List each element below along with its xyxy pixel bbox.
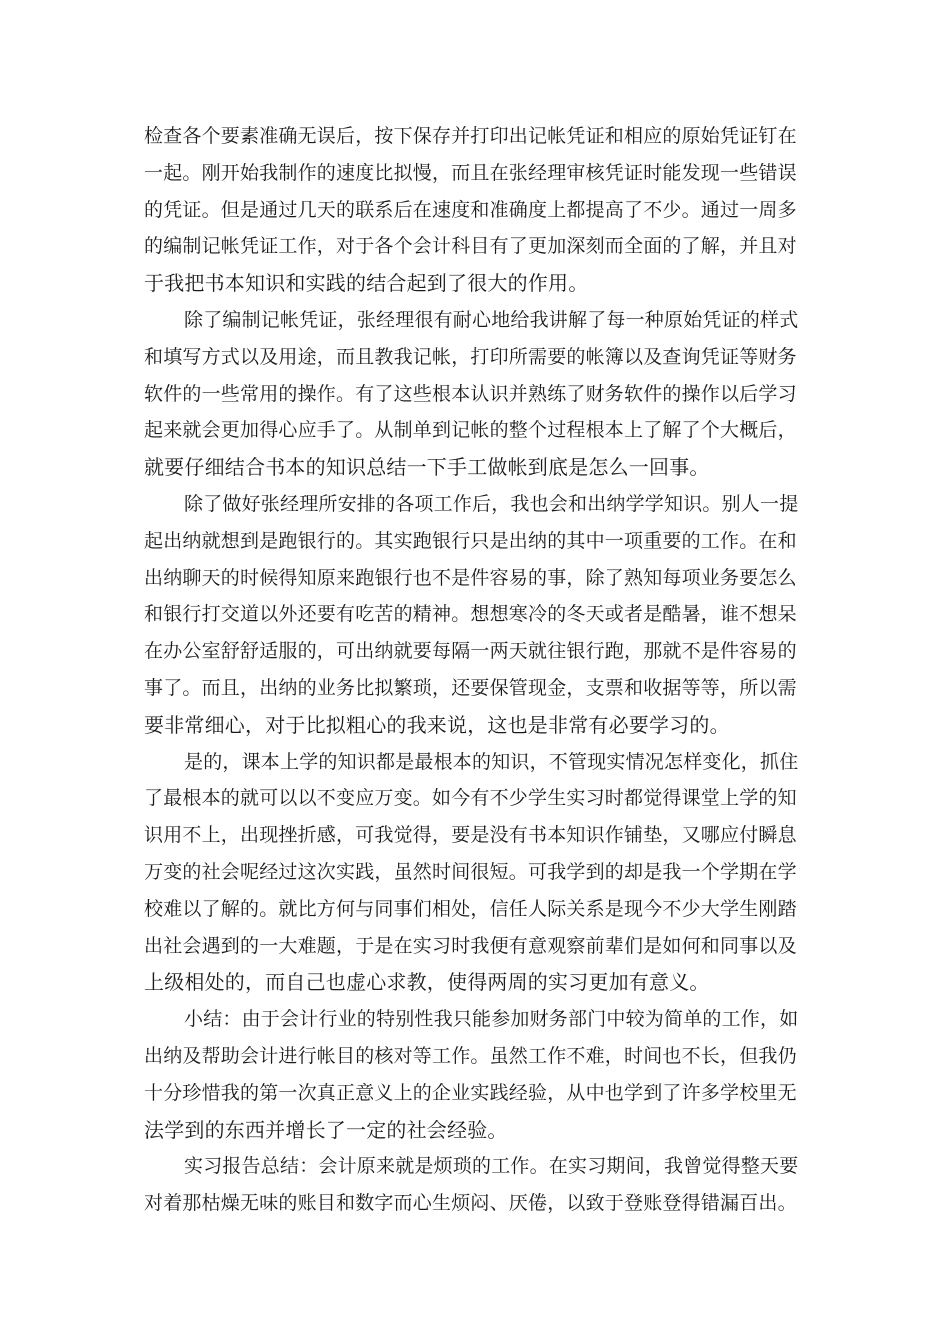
text-line: 出纳聊天的时候得知原来跑银行也不是件容易的事，除了熟知每项业务要怎么: [144, 566, 797, 589]
text-line: 实习报告总结：会计原来就是烦琐的工作。在实习期间，我曾觉得整天要: [184, 1155, 799, 1178]
text-line: 就要仔细结合书本的知识总结一下手工做帐到底是怎么一回事。: [144, 455, 710, 480]
text-line: 检查各个要素准确无误后，按下保存并打印出记帐凭证和相应的原始凭证钉在: [144, 125, 797, 147]
paragraph-2: [144, 302, 808, 486]
text-line: 小结：由于会计行业的特别性我只能参加财务部门中较为简单的工作，如: [184, 1008, 799, 1031]
text-line: 除了做好张经理所安排的各项工作后，我也会和出纳学学知识。别人一提: [184, 492, 799, 515]
text-line: 上级相处的，而自己也虚心求教，使得两周的实习更加有意义。: [144, 970, 710, 995]
text-line: 出社会遇到的一大难题，于是在实习时我便有意观察前辈们是如何和同事以及: [144, 934, 797, 957]
text-line: 和银行打交道以外还要有吃苦的精神。想想寒冷的冬天或者是酷暑，谁不想呆: [144, 603, 797, 626]
text-line: 是的，课本上学的知识都是最根本的知识，不管现实情况怎样变化，抓住: [184, 750, 799, 773]
text-line: 万变的社会呢经过这次实践，虽然时间很短。可我学到的却是我一个学期在学: [144, 860, 797, 883]
paragraph-1: [144, 118, 808, 302]
text-line: 出纳及帮助会计进行帐目的核对等工作。虽然工作不难，时间也不长，但我仍: [144, 1044, 797, 1067]
text-line: 起来就会更加得心应手了。从制单到记帐的整个过程根本上了解了个大概后，: [144, 419, 797, 442]
paragraph-4: [144, 744, 808, 1002]
text-line: 除了编制记帐凭证，张经理很有耐心地给我讲解了每一种原始凭证的样式: [184, 308, 799, 331]
text-line: 十分珍惜我的第一次真正意义上的企业实践经验，从中也学到了许多学校里无: [144, 1081, 797, 1104]
text-line: 要非常细心，对于比拟粗心的我来说，这也是非常有必要学习的。: [144, 712, 730, 737]
text-line: 的编制记帐凭证工作，对于各个会计科目有了更加深刻而全面的了解，并且对: [144, 235, 797, 258]
document-body: [144, 118, 808, 1222]
text-line: 事了。而且，出纳的业务比拟繁琐，还要保管现金，支票和收据等等，所以需: [144, 676, 797, 699]
text-line: 和填写方式以及用途，而且教我记帐，打印所需要的帐簿以及查询凭证等财务: [144, 345, 797, 368]
text-line: 起出纳就想到是跑银行的。其实跑银行只是出纳的其中一项重要的工作。在和: [144, 529, 797, 552]
text-line: 识用不上，出现挫折感，可我觉得，要是没有书本知识作铺垫，又哪应付瞬息: [144, 824, 797, 847]
text-line: 一起。刚开始我制作的速度比拟慢，而且在张经理审核凭证时能发现一些错误: [144, 161, 797, 184]
text-line: 了最根本的就可以以不变应万变。如今有不少学生实习时都觉得课堂上学的知: [144, 787, 797, 810]
paragraph-6: [144, 1148, 808, 1222]
text-line: 校难以了解的。就比方何与同事们相处，信任人际关系是现今不少大学生刚踏: [144, 897, 797, 920]
text-line: 在办公室舒舒适服的，可出纳就要每隔一两天就往银行跑，那就不是件容易的: [144, 640, 797, 663]
text-line: 对着那枯燥无味的账目和数字而心生烦闷、厌倦，以致于登账登得错漏百出。: [144, 1192, 797, 1215]
text-line: 的凭证。但是通过几天的联系后在速度和准确度上都提高了不少。通过一周多: [144, 198, 797, 221]
text-line: 于我把书本知识和实践的结合起到了很大的作用。: [144, 271, 589, 296]
paragraph-3: [144, 486, 808, 744]
text-line: 法学到的东西并增长了一定的社会经验。: [144, 1117, 508, 1142]
paragraph-5: [144, 1001, 808, 1148]
text-line: 软件的一些常用的操作。有了这些根本认识并熟练了财务软件的操作以后学习: [144, 382, 797, 405]
